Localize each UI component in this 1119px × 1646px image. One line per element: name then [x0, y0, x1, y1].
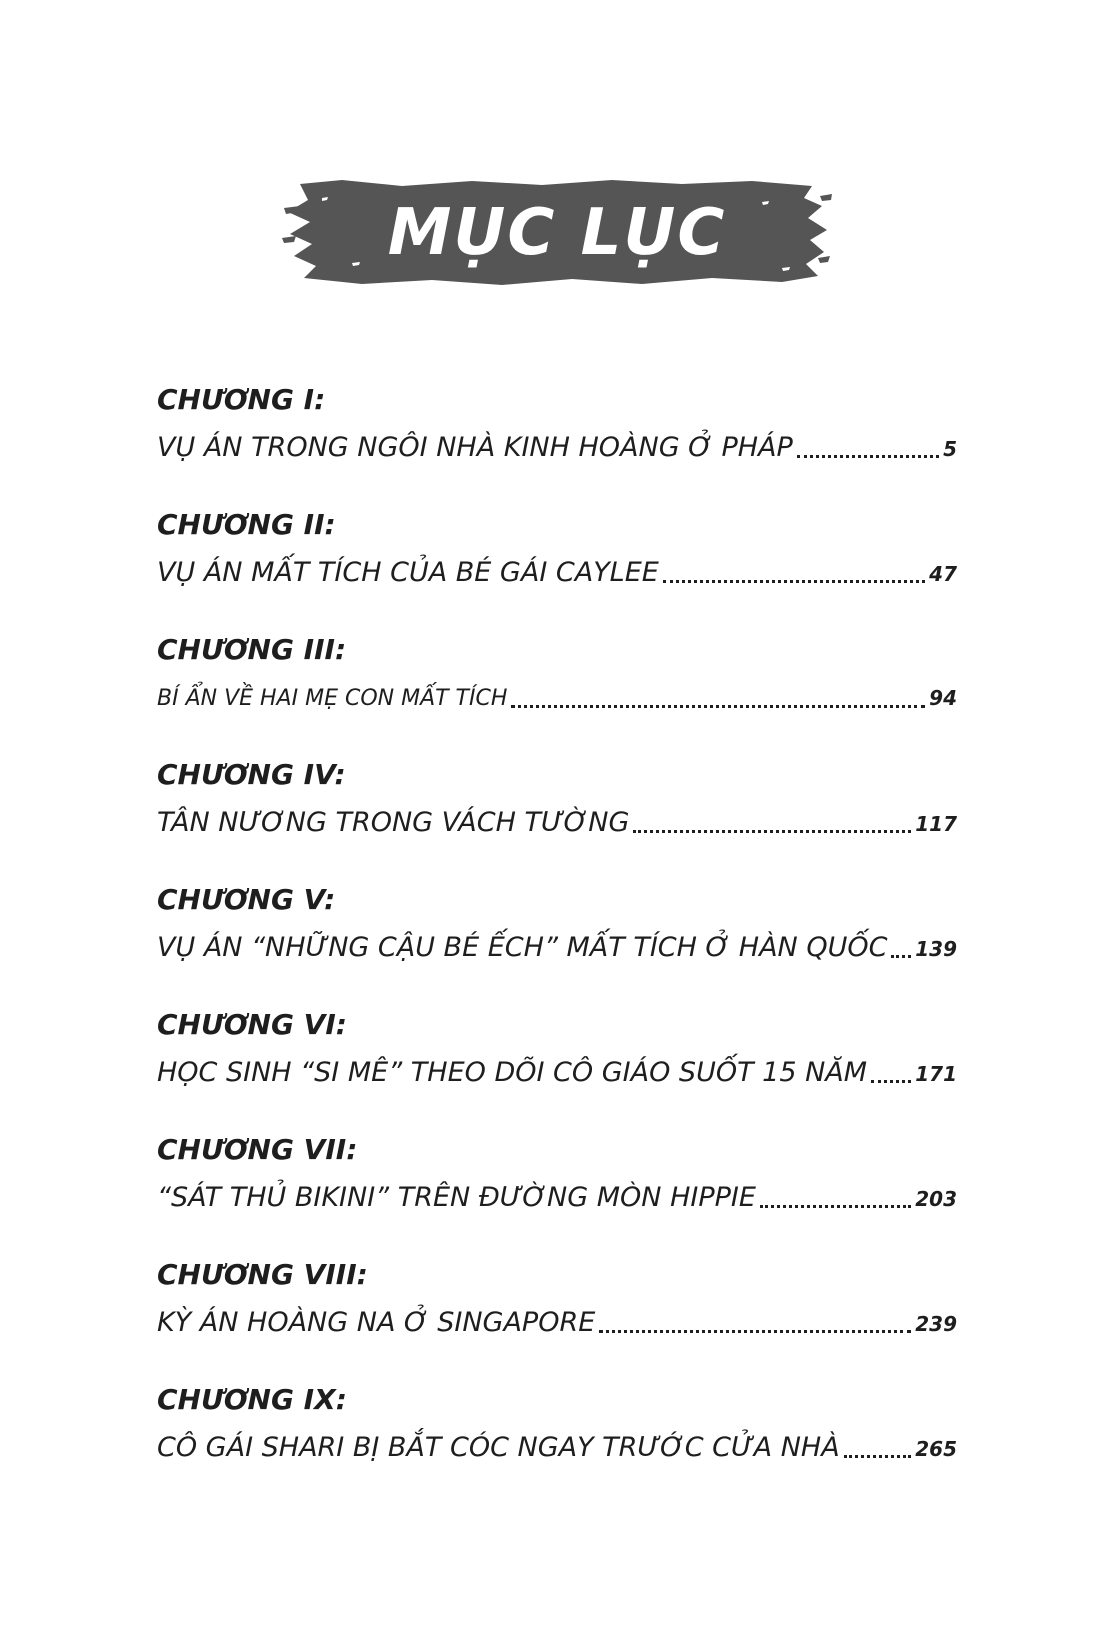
- dot-leader: [633, 830, 911, 833]
- dot-leader: [511, 705, 925, 708]
- dot-leader: [663, 580, 925, 583]
- dot-leader: [871, 1080, 911, 1083]
- dot-leader: [760, 1205, 911, 1208]
- toc-entry: [157, 380, 957, 505]
- toc-entry: [157, 505, 957, 630]
- chapter-title: VỤ ÁN “NHỮNG CẬU BÉ ẾCH” MẤT TÍCH Ở HÀN QUỐC: [157, 932, 888, 963]
- chapter-title: TÂN NƯƠNG TRONG VÁCH TƯỜNG: [157, 807, 630, 838]
- title-banner: [282, 178, 832, 288]
- page-title: MỤC LỤC: [387, 196, 727, 270]
- toc-line: [157, 803, 957, 843]
- page-number: 94: [929, 686, 957, 710]
- chapter-label: CHƯƠNG IX:: [157, 1383, 347, 1416]
- chapter-title: VỤ ÁN TRONG NGÔI NHÀ KINH HOÀNG Ở PHÁP: [157, 432, 793, 463]
- page-number: 203: [915, 1187, 957, 1211]
- toc-line: [157, 1053, 957, 1093]
- toc-entry: [157, 1380, 957, 1505]
- chapter-title: “SÁT THỦ BIKINI” TRÊN ĐƯỜNG MÒN HIPPIE: [157, 1182, 756, 1213]
- toc-line: [157, 1428, 957, 1468]
- chapter-title: HỌC SINH “SI MÊ” THEO DÕI CÔ GIÁO SUỐT 15 NĂM: [157, 1057, 868, 1088]
- chapter-label: CHƯƠNG VII:: [157, 1133, 358, 1166]
- toc-entry: [157, 755, 957, 880]
- chapter-label: CHƯƠNG VI:: [157, 1008, 347, 1041]
- chapter-label: CHƯƠNG VIII:: [157, 1258, 368, 1291]
- toc-entry: [157, 1255, 957, 1380]
- page-number: 239: [915, 1312, 957, 1336]
- toc-line: [157, 678, 957, 718]
- table-of-contents: [157, 380, 957, 1505]
- chapter-label: CHƯƠNG III:: [157, 633, 347, 666]
- toc-line: [157, 428, 957, 468]
- page-number: 117: [915, 812, 957, 836]
- toc-entry: [157, 1130, 957, 1255]
- chapter-label: CHƯƠNG II:: [157, 508, 336, 541]
- chapter-title: KỲ ÁN HOÀNG NA Ở SINGAPORE: [157, 1307, 596, 1338]
- chapter-label: CHƯƠNG I:: [157, 383, 326, 416]
- page-number: 47: [929, 562, 957, 586]
- page-number: 171: [915, 1062, 957, 1086]
- chapter-title: BÍ ẨN VỀ HAI MẸ CON MẤT TÍCH: [157, 686, 508, 711]
- toc-line: [157, 553, 957, 593]
- dot-leader: [797, 455, 939, 458]
- dot-leader: [844, 1455, 912, 1458]
- toc-line: [157, 1303, 957, 1343]
- toc-line: [157, 1178, 957, 1218]
- page-number: 265: [915, 1437, 957, 1461]
- page-number: 139: [915, 937, 957, 961]
- chapter-label: CHƯƠNG IV:: [157, 758, 346, 791]
- toc-entry: [157, 880, 957, 1005]
- chapter-title: VỤ ÁN MẤT TÍCH CỦA BÉ GÁI CAYLEE: [157, 557, 659, 588]
- toc-entry: [157, 630, 957, 755]
- dot-leader: [599, 1330, 911, 1333]
- page-number: 5: [943, 437, 957, 461]
- chapter-label: CHƯƠNG V:: [157, 883, 336, 916]
- chapter-title: CÔ GÁI SHARI BỊ BẮT CÓC NGAY TRƯỚC CỬA NHÀ: [157, 1432, 840, 1463]
- dot-leader: [891, 955, 911, 958]
- toc-entry: [157, 1005, 957, 1130]
- toc-line: [157, 928, 957, 968]
